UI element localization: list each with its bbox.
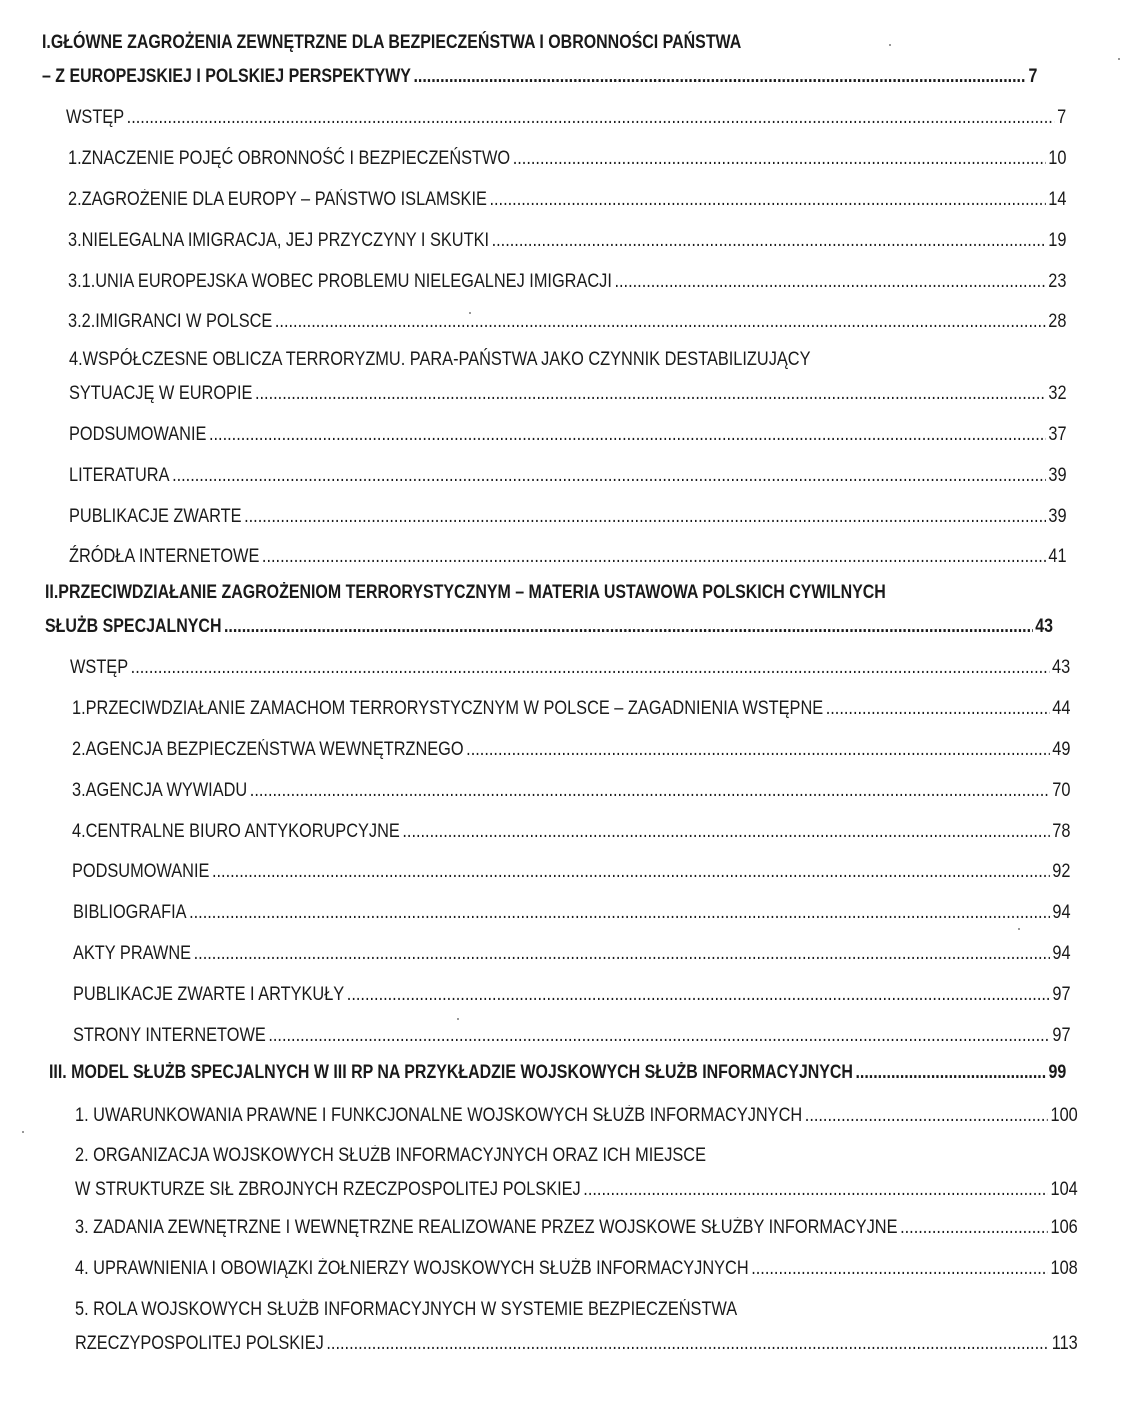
dot-leader [244,500,1046,534]
toc-page-number: 49 [1052,739,1071,760]
toc-page-number: 97 [1052,1025,1071,1046]
dot-leader [268,1019,1049,1053]
toc-page-number: 32 [1048,383,1067,404]
toc-page-number: 104 [1050,1179,1078,1200]
toc-entry-label: 2.ZAGROŻENIE DLA EUROPY – PAŃSTWO ISLAMSKIE [68,189,487,210]
toc-entry-label: 4. UPRAWNIENIA I OBOWIĄZKI ŻOŁNIERZY WOJSKOWYCH SŁUŻB INFORMACYJNYCH [75,1258,749,1279]
scan-speck [889,44,891,46]
toc-entry-first-line: II.PRZECIWDZIAŁANIE ZAGROŻENIOM TERRORYSTYCZNYM – MATERIA USTAWOWA POLSKICH CYWILNYCH [45,582,886,603]
toc-page-number: 19 [1048,230,1067,251]
toc-entry-first-line: 2. ORGANIZACJA WOJSKOWYCH SŁUŻB INFORMACYJNYCH ORAZ ICH MIEJSCE [75,1145,706,1166]
toc-page-number: 78 [1052,821,1071,842]
toc-entry-label: BIBLIOGRAFIA [73,902,187,923]
toc-entry [73,937,1071,971]
toc-entry-label: PUBLIKACJE ZWARTE I ARTYKUŁY [73,984,345,1005]
toc-entry [42,26,1037,94]
toc-entry-first-line: 5. ROLA WOJSKOWYCH SŁUŻB INFORMACYJNYCH W SYSTEMIE BEZPIECZEŃSTWA [75,1299,738,1320]
dot-leader [224,610,1033,644]
toc-entry [72,855,1070,889]
toc-entry-label: WSTĘP [70,657,129,678]
dot-leader [413,60,1026,94]
toc-entry-label: 2.AGENCJA BEZPIECZEŃSTWA WEWNĘTRZNEGO [72,739,464,760]
dot-leader [466,733,1050,767]
toc-entry-label: 3.2.IMIGRANCI W POLSCE [68,311,273,332]
dot-leader [614,265,1045,299]
toc-page-number: 106 [1050,1217,1078,1238]
dot-leader [172,459,1046,493]
toc-page-number: 23 [1048,271,1067,292]
toc-entry-first-line: 4.WSPÓŁCZESNE OBLICZA TERRORYZMU. PARA-PAŃSTWA JAKO CZYNNIK DESTABILIZUJĄCY [69,349,811,370]
toc-entry [69,459,1067,493]
dot-leader [900,1211,1048,1245]
toc-entry [49,1056,1066,1090]
dot-leader [189,896,1050,930]
dot-leader [262,540,1046,574]
dot-leader [513,142,1046,176]
toc-entry [66,101,1066,135]
dot-leader [275,305,1046,339]
toc-entry-label: 1. UWARUNKOWANIA PRAWNE I FUNKCJONALNE WOJSKOWYCH SŁUŻB INFORMACYJNYCH [75,1105,803,1126]
toc-entry [72,774,1070,808]
toc-page-number: 7 [1028,66,1038,87]
dot-leader [492,224,1046,258]
dot-leader [583,1173,1048,1207]
toc-page-number: 70 [1052,780,1071,801]
dot-leader [209,418,1046,452]
scan-speck [1118,58,1120,60]
toc-page-number: 108 [1050,1258,1078,1279]
toc-entry [68,224,1066,258]
toc-entry [75,1211,1078,1245]
toc-page-number: 113 [1051,1333,1078,1354]
toc-entry [68,183,1066,217]
toc-entry-label: 4.CENTRALNE BIURO ANTYKORUPCYJNE [72,821,400,842]
toc-page-number: 7 [1057,107,1067,128]
toc-entry-label: PODSUMOWANIE [69,424,207,445]
toc-page-number: 43 [1051,657,1071,678]
toc-page-number: 44 [1052,698,1071,719]
toc-entry [72,815,1070,849]
toc-entry [69,540,1067,574]
dot-leader [751,1252,1048,1286]
dot-leader [127,101,1055,135]
scan-speck [457,1018,459,1020]
toc-entry [68,305,1066,339]
toc-entry [69,343,1067,411]
scan-speck [22,1131,24,1133]
toc-entry [75,1252,1078,1286]
dot-leader [255,377,1046,411]
toc-entry [73,896,1071,930]
toc-page-number: 10 [1048,148,1067,169]
toc-entry [68,265,1066,299]
toc-entry-label: PUBLIKACJE ZWARTE [69,506,242,527]
toc-entry [70,651,1070,685]
toc-entry-label: W STRUKTURZE SIŁ ZBROJNYCH RZECZPOSPOLITEJ POLSKIEJ [75,1179,581,1200]
toc-entry [73,1019,1071,1053]
dot-leader [250,774,1050,808]
toc-entry-label: 3.1.UNIA EUROPEJSKA WOBEC PROBLEMU NIELEGALNEJ IMIGRACJI [68,271,612,292]
toc-entry [75,1293,1078,1361]
toc-entry-label: WSTĘP [66,107,125,128]
toc-entry [68,142,1066,176]
toc-entry-label: LITERATURA [69,465,170,486]
toc-page-number: 41 [1048,546,1067,567]
toc-page-number: 28 [1048,311,1067,332]
toc-entry-label: 1.PRZECIWDZIAŁANIE ZAMACHOM TERRORYSTYCZNYM W POLSCE – ZAGADNIENIA WSTĘPNE [72,698,824,719]
toc-entry-label: PODSUMOWANIE [72,861,210,882]
toc-entry-label: STRONY INTERNETOWE [73,1025,266,1046]
toc-entry-label: 3.NIELEGALNA IMIGRACJA, JEJ PRZYCZYNY I SKUTKI [68,230,490,251]
toc-page-number: 43 [1035,616,1053,637]
dot-leader [326,1327,1049,1361]
toc-page-number: 94 [1052,943,1071,964]
dot-leader [826,692,1050,726]
toc-entry-label: 1.ZNACZENIE POJĘĆ OBRONNOŚĆ I BEZPIECZEŃSTWO [68,148,511,169]
toc-page-number: 39 [1048,506,1067,527]
toc-page-number: 99 [1048,1062,1067,1083]
scan-speck [469,312,471,314]
toc-entry-label: ŹRÓDŁA INTERNETOWE [69,546,260,567]
toc-entry-label: SYTUACJĘ W EUROPIE [69,383,253,404]
toc-entry [75,1139,1078,1207]
dot-leader [855,1056,1045,1090]
toc-entry-label: SŁUŻB SPECJALNYCH [45,616,222,637]
toc-entry [69,418,1067,452]
toc-entry-label: – Z EUROPEJSKIEJ I POLSKIEJ PERSPEKTYWY [42,66,411,87]
toc-page-number: 14 [1048,189,1067,210]
toc-entry [72,692,1070,726]
dot-leader [194,937,1050,971]
toc-entry-label: 3.AGENCJA WYWIADU [72,780,248,801]
dot-leader [402,815,1049,849]
toc-page-number: 97 [1052,984,1071,1005]
toc-page-number: 100 [1050,1105,1078,1126]
toc-entry [73,978,1071,1012]
dot-leader [131,651,1050,685]
toc-entry-label: RZECZYPOSPOLITEJ POLSKIEJ [75,1333,324,1354]
dot-leader [489,183,1045,217]
toc-entry [72,733,1070,767]
toc-page-number: 94 [1052,902,1071,923]
dot-leader [805,1099,1048,1133]
toc-entry-label: III. MODEL SŁUŻB SPECJALNYCH W III RP NA PRZYKŁADZIE WOJSKOWYCH SŁUŻB INFORMACYJNYCH [49,1062,853,1083]
toc-entry [69,500,1067,534]
dot-leader [212,855,1050,889]
scan-speck [1018,928,1020,930]
toc-page-number: 39 [1048,465,1067,486]
toc-entry-first-line: I.GŁÓWNE ZAGROŻENIA ZEWNĘTRZNE DLA BEZPIECZEŃSTWA I OBRONNOŚCI PAŃSTWA [42,32,742,53]
toc-page-number: 37 [1048,424,1067,445]
toc-entry-label: AKTY PRAWNE [73,943,192,964]
toc-page-number: 92 [1052,861,1071,882]
toc-entry [75,1099,1078,1133]
toc-entry-label: 3. ZADANIA ZEWNĘTRZNE I WEWNĘTRZNE REALIZOWANE PRZEZ WOJSKOWE SŁUŻBY INFORMACYJNE [75,1217,898,1238]
toc-entry [45,576,1053,644]
dot-leader [347,978,1050,1012]
